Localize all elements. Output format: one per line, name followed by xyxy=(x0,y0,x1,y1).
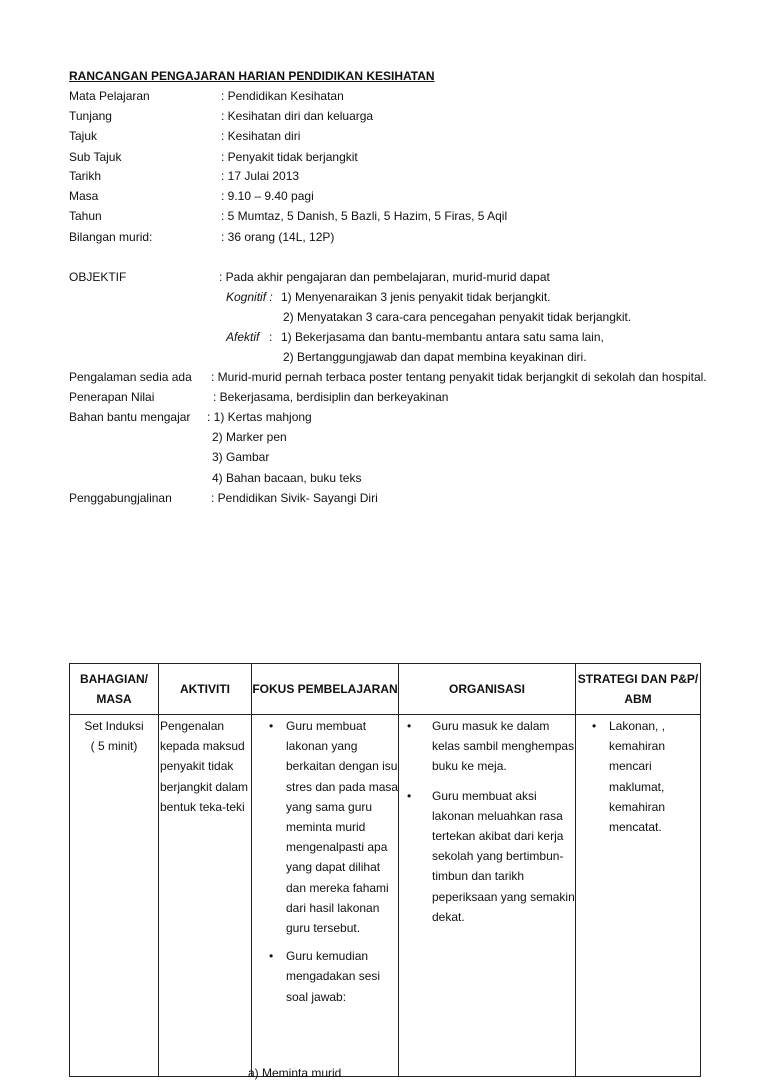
fokus-1-line: mengenalpasti apa xyxy=(286,840,388,855)
field-label-bilangan-murid: Bilangan murid: xyxy=(69,230,153,244)
list-item xyxy=(592,716,700,837)
organisasi-list xyxy=(399,716,575,927)
fokus-1-line: yang dapat dilihat xyxy=(286,860,381,875)
field-label-masa: Masa xyxy=(69,189,99,203)
strategi-list xyxy=(576,716,700,837)
field-label-tarikh: Tarikh xyxy=(69,169,102,183)
afektif-item-1: 1) Bekerjasama dan bantu-membantu antara satu sama lain, xyxy=(281,330,604,344)
strategi-line: maklumat, xyxy=(609,779,665,794)
strategi-line: • Lakonan, , xyxy=(609,719,666,733)
org-2-line: lakonan meluahkan rasa xyxy=(432,808,563,823)
penggabung-value: : Pendidikan Sivik- Sayangi Diri xyxy=(211,491,378,505)
aktiviti-line: kepada maksud xyxy=(160,739,245,754)
fokus-1-line: lakonan yang xyxy=(286,739,358,754)
cell-bahagian xyxy=(70,715,159,1077)
field-value-sub-tajuk: : Penyakit tidak berjangkit xyxy=(221,150,358,164)
aktiviti-line: bentuk teka-teki xyxy=(160,799,245,814)
header-strategi-line2: ABM xyxy=(624,692,652,706)
nilai-label: Penerapan Nilai xyxy=(69,390,155,404)
afektif-label: Afektif xyxy=(226,330,260,344)
field-value-mata-pelajaran: : Pendidikan Kesihatan xyxy=(221,89,344,103)
kognitif-item-1: 1) Menyenaraikan 3 jenis penyakit tidak berjangkit. xyxy=(281,290,551,304)
aktiviti-line: penyakit tidak xyxy=(160,759,234,774)
kognitif-item-2: 2) Menyatakan 3 cara-cara pencegahan penyakit tidak berjangkit. xyxy=(283,310,632,324)
org-2-line: timbun dan tarikh xyxy=(432,869,525,884)
lesson-plan-table xyxy=(69,663,701,1080)
field-value-bilangan-murid: : 36 orang (14L, 12P) xyxy=(221,230,335,244)
header-strategi-line1: STRATEGI DAN P&P/ xyxy=(577,672,699,686)
field-value-tajuk: : Kesihatan diri xyxy=(221,129,301,143)
bahan-item-2: 2) Marker pen xyxy=(212,430,287,444)
strategi-line: kemahiran xyxy=(609,739,666,754)
org-1-line: buku ke meja. xyxy=(432,759,507,774)
fokus-1-line: dari hasil lakonan xyxy=(286,900,380,915)
aktiviti-line: Pengenalan xyxy=(160,719,225,733)
bahan-item-3: 3) Gambar xyxy=(212,450,270,464)
bahagian-line-2: ( 5 minit) xyxy=(90,739,138,754)
header-aktiviti: AKTIVITI xyxy=(159,664,252,715)
nilai-value: : Bekerjasama, berdisiplin dan berkeyakinan xyxy=(213,390,449,404)
pengalaman-value: : Murid-murid pernah terbaca poster tentang penyakit tidak berjangkit di sekolah dan hospital. xyxy=(211,370,707,384)
fokus-1-line: • Guru membuat xyxy=(286,719,367,733)
org-2-line: peperiksaan yang semakin xyxy=(432,889,575,904)
cell-aktiviti xyxy=(159,715,252,1077)
pengalaman-label: Pengalaman sedia ada xyxy=(69,370,192,384)
field-value-tarikh: : 17 Julai 2013 xyxy=(221,169,300,183)
org-2-line: • Guru membuat aksi xyxy=(432,788,537,803)
objektif-intro: : Pada akhir pengajaran dan pembelajaran, murid-murid dapat xyxy=(219,270,550,284)
fokus-1-line: berkaitan dengan isu xyxy=(286,759,398,774)
bahan-item-1: : 1) Kertas mahjong xyxy=(207,410,312,424)
header-organisasi: ORGANISASI xyxy=(399,664,576,715)
objektif-label: OBJEKTIF xyxy=(69,270,127,284)
table-row xyxy=(70,715,701,1077)
field-label-tahun: Tahun xyxy=(69,209,102,223)
bahan-label: Bahan bantu mengajar xyxy=(69,410,191,424)
header-bahagian-line2: MASA xyxy=(96,692,132,706)
fokus-list xyxy=(252,716,398,1007)
afektif-colon: : xyxy=(269,330,273,344)
fokus-3-line: a) Meminta murid xyxy=(248,1066,342,1080)
strategi-line: mencari xyxy=(609,759,652,774)
org-1-line: • Guru masuk ke dalam xyxy=(432,719,550,733)
fokus-1-line: yang sama guru xyxy=(286,799,373,814)
list-item xyxy=(407,786,575,927)
org-2-line: dekat. xyxy=(432,909,465,924)
strategi-line: mencatat. xyxy=(609,820,662,835)
bahan-item-4: 4) Bahan bacaan, buku teks xyxy=(212,471,362,485)
field-value-tahun: : 5 Mumtaz, 5 Danish, 5 Bazli, 5 Hazim, 5 Firas, 5 Aqil xyxy=(221,209,508,223)
table-header-row xyxy=(70,664,701,715)
list-item xyxy=(269,946,398,1007)
strategi-line: kemahiran xyxy=(609,799,666,814)
org-2-line: tertekan akibat dari kerja xyxy=(432,829,564,844)
header-bahagian-line1: BAHAGIAN/ xyxy=(80,672,148,686)
field-label-sub-tajuk: Sub Tajuk xyxy=(69,150,122,164)
penggabung-label: Penggabungjalinan xyxy=(69,491,172,505)
org-2-line: sekolah yang bertimbun- xyxy=(432,849,564,864)
fokus-1-line: meminta murid xyxy=(286,820,366,835)
afektif-item-2: 2) Bertanggungjawab dan dapat membina keyakinan diri. xyxy=(283,350,587,364)
fokus-2-line: • Guru kemudian xyxy=(286,949,369,964)
fokus-1-line: guru tersebut. xyxy=(286,921,361,936)
bahagian-line-1: Set Induksi xyxy=(84,719,144,733)
fokus-1-line: stres dan pada masa xyxy=(286,779,399,794)
header-bahagian-masa xyxy=(70,664,159,715)
aktiviti-line: berjangkit dalam xyxy=(160,779,249,794)
header-strategi xyxy=(576,664,701,715)
list-item xyxy=(407,716,575,777)
field-value-masa: : 9.10 – 9.40 pagi xyxy=(221,189,314,203)
cell-strategi xyxy=(576,715,701,1077)
cell-organisasi xyxy=(399,715,576,1077)
org-1-line: kelas sambil menghempas xyxy=(432,739,575,754)
field-label-tunjang: Tunjang xyxy=(69,109,112,123)
fokus-1-line: dan mereka fahami xyxy=(286,880,389,895)
fokus-2-line: soal jawab: xyxy=(286,989,347,1004)
kognitif-label: Kognitif : xyxy=(226,290,273,304)
cell-fokus xyxy=(248,715,399,1080)
field-label-tajuk: Tajuk xyxy=(69,129,98,143)
fokus-2-line: mengadakan sesi xyxy=(286,969,381,984)
field-value-tunjang: : Kesihatan diri dan keluarga xyxy=(221,109,374,123)
header-fokus-pembelajaran: FOKUS PEMBELAJARAN xyxy=(252,664,399,715)
list-item xyxy=(269,716,398,938)
field-label-mata-pelajaran: Mata Pelajaran xyxy=(69,89,150,103)
document-title: RANCANGAN PENGAJARAN HARIAN PENDIDIKAN KESIHATAN xyxy=(69,69,435,83)
